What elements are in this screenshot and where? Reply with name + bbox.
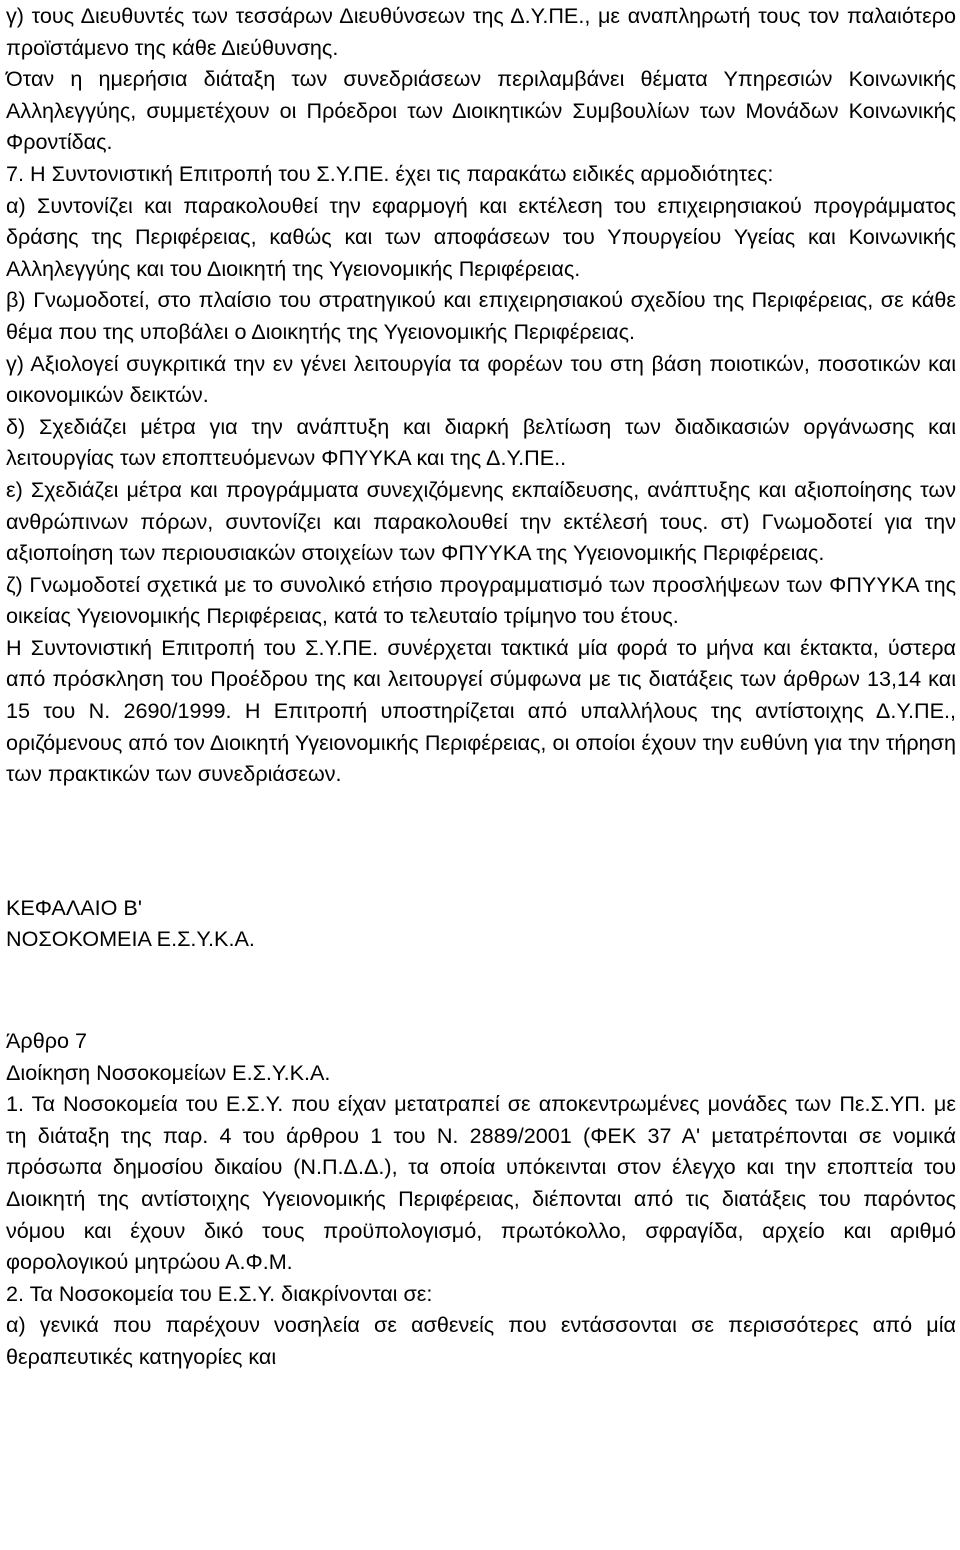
- article-number: Άρθρο 7: [6, 1028, 88, 1054]
- paragraph-item7-intro: 7. Η Συντονιστική Επιτροπή του Σ.Υ.ΠΕ. έχει τις παρακάτω ειδικές αρμοδιότητες:: [6, 160, 774, 186]
- paragraph-item7-z: ζ) Γνωμοδοτεί σχετικά με το συνολικό ετήσιο προγραμματισμό των προσλήψεων των ΦΠΥΥΚΑ της οικείας Υγειονομικής Περιφέρειας, κατά το τελευταίο τρίμηνο του έτους.: [6, 571, 956, 629]
- chapter-number: ΚΕΦΑΛΑΙΟ Β': [6, 894, 142, 920]
- document-page: [6, 0, 956, 1373]
- spacer: [6, 955, 956, 1025]
- paragraph-gamma-directors: γ) τους Διευθυντές των τεσσάρων Διευθύνσεων της Δ.Υ.ΠΕ., με αναπληρωτή τους τον παλαιότερο προϊστάμενο της κάθε Διεύθυνσης.: [6, 3, 956, 60]
- paragraph-item7-b: β) Γνωμοδοτεί, στο πλαίσιο του στρατηγικού και επιχειρησιακού σχεδίου της Περιφέρειας, σε κάθε θέμα που της υποβάλει ο Διοικητής της Υγειονομικής Περιφέρειας.: [6, 287, 956, 344]
- chapter-title: ΝΟΣΟΚΟΜΕΙΑ Ε.Σ.Υ.Κ.Α.: [6, 926, 255, 952]
- paragraph-item7-c: γ) Αξιολογεί συγκριτικά την εν γένει λειτουργία τα φορέων του στη βάση ποιοτικών, ποσοτικών και οικονομικών δεικτών.: [6, 350, 956, 408]
- paragraph-meetings: Η Συντονιστική Επιτροπή του Σ.Υ.ΠΕ. συνέρχεται τακτικά μία φορά το μήνα και έκτακτα, ύστερα από πρόσκληση του Προέδρου της και λειτουργεί σύμφωνα με τις διατάξεις των άρθρων 13,14 και 15 του Ν. 2690/1999. Η Επιτροπή υποστηρίζεται από υπαλλήλους της αντίστοιχης Δ.Υ.ΠΕ., οριζόμενους από τον Διοικητή Υγειονομικής Περιφέρειας, οι οποίοι έχουν την ευθύνη για την τήρηση των πρακτικών των συνεδριάσεων.: [6, 634, 956, 787]
- article-title: Διοίκηση Νοσοκομείων Ε.Σ.Υ.Κ.Α.: [6, 1059, 331, 1085]
- paragraph-article7-2a: α) γενικά που παρέχουν νοσηλεία σε ασθενείς που εντάσσονται σε περισσότερες από μία θεραπευτικές κατηγορίες και: [6, 1312, 956, 1369]
- paragraph-item7-d: δ) Σχεδιάζει μέτρα για την ανάπτυξη και διαρκή βελτίωση των διαδικασιών οργάνωσης και λειτουργίας των εποπτευόμενων ΦΠΥΥΚΑ και της Δ.Υ.ΠΕ..: [6, 413, 956, 471]
- paragraph-agenda-welfare: Όταν η ημερήσια διάταξη των συνεδριάσεων περιλαμβάνει θέματα Υπηρεσιών Κοινωνικής Αλληλεγγύης, συμμετέχουν οι Πρόεδροι των Διοικητικών Συμβουλίων των Μονάδων Κοινωνικής Φροντίδας.: [6, 66, 956, 155]
- paragraph-article7-2: 2. Τα Νοσοκομεία του Ε.Σ.Υ. διακρίνονται σε:: [6, 1280, 433, 1306]
- spacer: [6, 790, 956, 892]
- paragraph-item7-a: α) Συντονίζει και παρακολουθεί την εφαρμογή και εκτέλεση του επιχειρησιακού προγράμματος δράσης της Περιφέρειας, καθώς και των αποφάσεων του Υπουργείου Υγείας και Κοινωνικής Αλληλεγγύης και του Διοικητή της Υγειονομικής Περιφέρειας.: [6, 192, 956, 281]
- paragraph-article7-1: 1. Τα Νοσοκομεία του Ε.Σ.Υ. που είχαν μετατραπεί σε αποκεντρωμένες μονάδες των Πε.Σ.ΥΠ. με τη διάταξη της παρ. 4 του άρθρου 1 του Ν. 2889/2001 (ΦΕΚ 37 Α' μετατρέπονται σε νομικά πρόσωπα δημοσίου δικαίου (Ν.Π.Δ.Δ.), τα οποία υπόκεινται στον έλεγχο και την εποπτεία του Διοικητή της αντίστοιχης Υγειονομικής Περιφέρειας, διέπονται από τις διατάξεις του παρόντος νόμου και έχουν δικό τους προϋπολογισμό, πρωτόκολλο, σφραγίδα, αρχείο και αριθμό φορολογικού μητρώου Α.Φ.Μ.: [6, 1091, 956, 1275]
- paragraph-item7-e-st: ε) Σχεδιάζει μέτρα και προγράμματα συνεχιζόμενης εκπαίδευσης, ανάπτυξης και αξιοποίησης των ανθρώπινων πόρων, συντονίζει και παρακολουθεί την εκτέλεσή τους. στ) Γνωμοδοτεί για την αξιοποίηση των περιουσιακών στοιχείων των ΦΠΥΥΚΑ της Υγειονομικής Περιφέρειας.: [6, 476, 956, 566]
